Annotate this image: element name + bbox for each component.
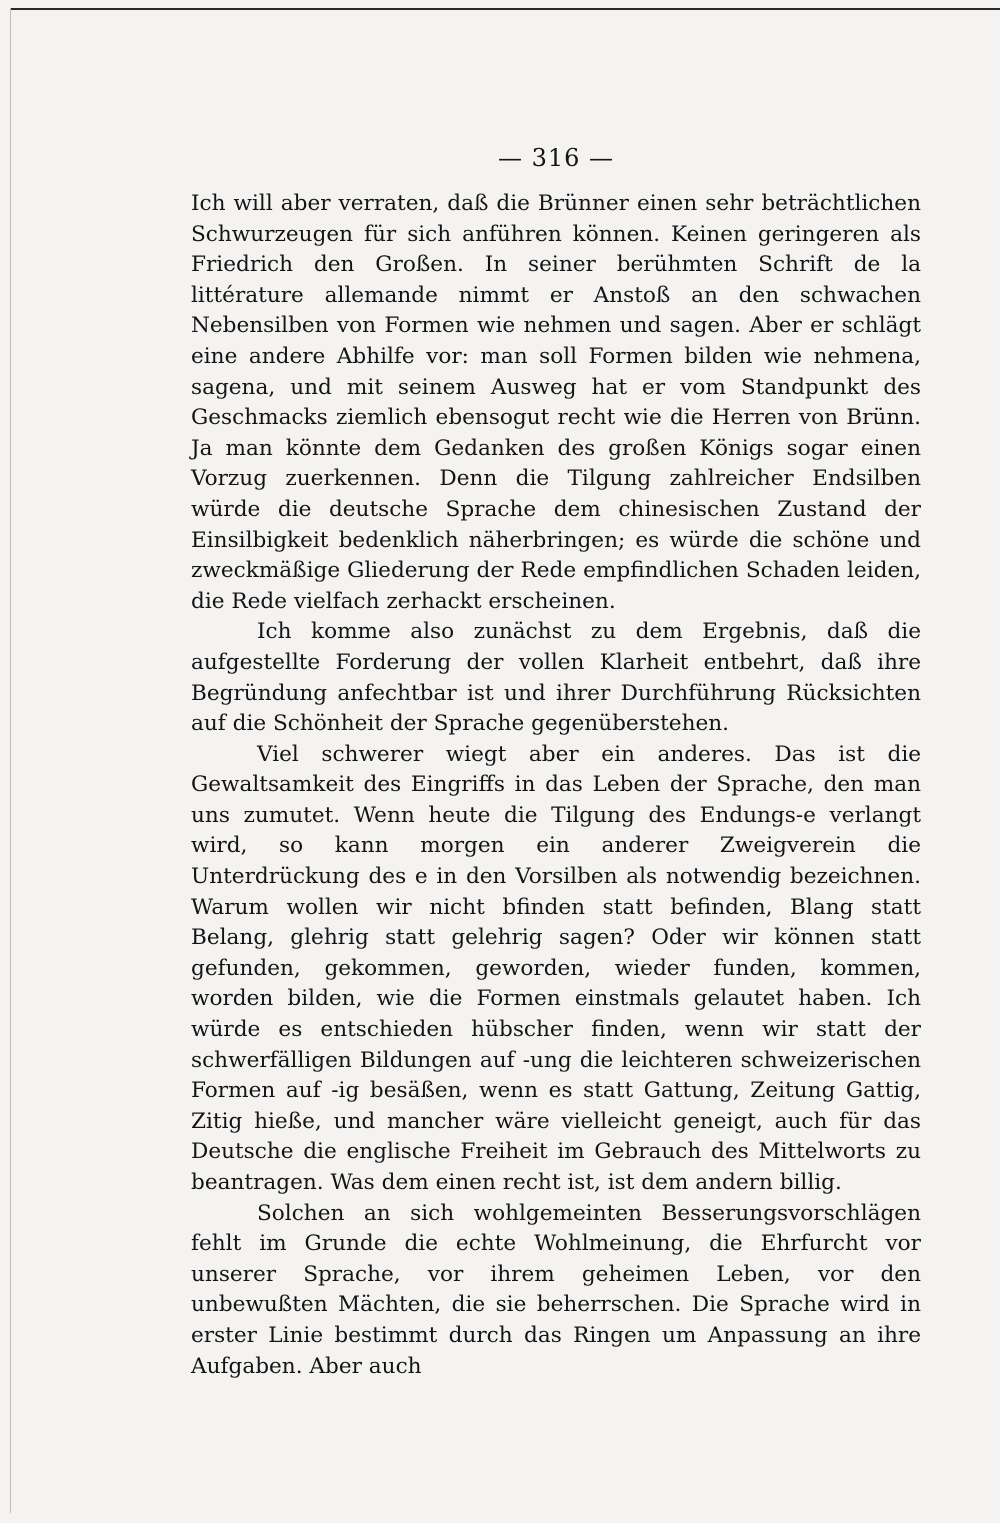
page-top-edge (10, 8, 1000, 10)
paragraph-2: Ich komme also zunächst zu dem Ergebnis, daß die aufgestellte Forderung der vollen Klarheit entbehrt, daß ihre Begründung anfechtbar ist und ihrer Durchführung Rücksichten auf die Schönheit der Sprache gegenüberstehen. (191, 619, 921, 737)
page-body (191, 144, 921, 1382)
page-number: — 316 — (497, 144, 615, 172)
paragraph-3: Viel schwerer wiegt aber ein anderes. Das ist die Gewaltsamkeit des Eingriffs in das Leben der Sprache, den man uns zumutet. Wenn heute die Tilgung des Endungs-e verlangt wird, so kann morgen ein anderer Zweigverein die Unterdrückung des e in den Vorsilben als notwendig bezeichnen. Warum wollen wir nicht bfinden statt befinden, Blang statt Belang, glehrig statt gelehrig sagen? Oder wir können statt gefunden, gekommen, geworden, wieder funden, kommen, worden bilden, wie die Formen einstmals gelautet haben. Ich würde es entschieden hübscher finden, wenn wir statt der schwerfälligen Bildungen auf -ung die leichteren schweizerischen Formen auf -ig besäßen, wenn es statt Gattung, Zeitung Gattig, Zitig hieße, und mancher wäre vielleicht geneigt, auch für das Deutsche die englische Freiheit im Gebrauch des Mittelworts zu beantragen. Was dem einen recht ist, ist dem andern billig. (191, 741, 921, 1195)
page-left-edge (10, 8, 11, 1513)
paragraph-4: Solchen an sich wohlgemeinten Besserungsvorschlägen fehlt im Grunde die echte Wohlmeinung, die Ehrfurcht vor unserer Sprache, vor ihrem geheimen Leben, vor den unbewußten Mächten, die sie beherrschen. Die Sprache wird in erster Linie bestimmt durch das Ringen um Anpassung an ihre Aufgaben. Aber auch (191, 1200, 921, 1379)
paragraph-1: Ich will aber verraten, daß die Brünner einen sehr beträchtlichen Schwurzeugen für sich anführen können. Keinen geringeren als Friedrich den Großen. In seiner berühmten Schrift de la littérature allemande nimmt er Anstoß an den schwachen Nebensilben von Formen wie nehmen und sagen. Aber er schlägt eine andere Abhilfe vor: man soll Formen bilden wie nehmena, sagena, und mit seinem Ausweg hat er vom Standpunkt des Geschmacks ziemlich ebensogut recht wie die Herren von Brünn. Ja man könnte dem Gedanken des großen Königs sogar einen Vorzug zuerkennen. Denn die Tilgung zahlreicher Endsilben würde die deutsche Sprache dem chinesischen Zustand der Einsilbigkeit bedenklich näherbringen; es würde die schöne und zweckmäßige Gliederung der Rede empfindlichen Schaden leiden, die Rede vielfach zerhackt erscheinen. (191, 191, 921, 614)
